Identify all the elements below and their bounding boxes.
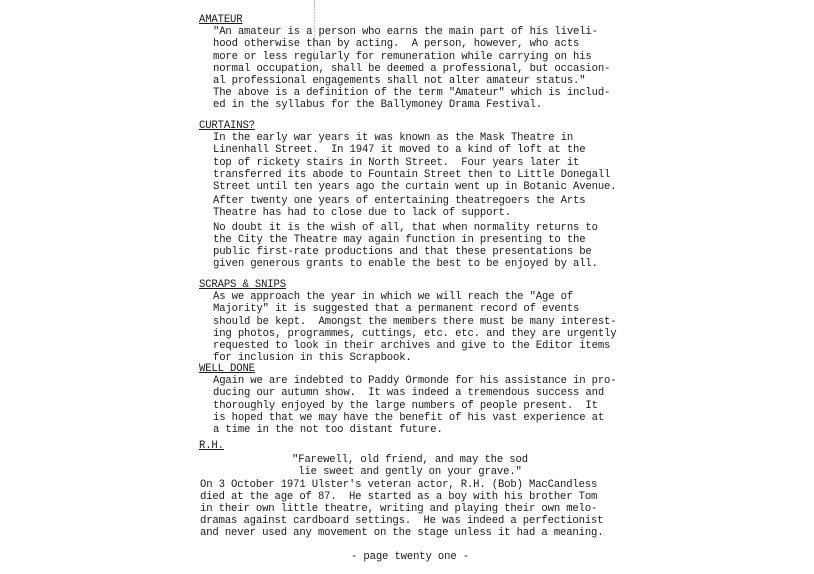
text-line: a time in the not too distant future. <box>213 424 443 437</box>
scraps-body <box>213 291 620 364</box>
heading-well-done: WELL DONE <box>199 363 255 375</box>
heading-curtains: CURTAINS? <box>199 120 255 132</box>
text-line: and never used any movement on the stage unless it had a meaning. <box>200 527 604 540</box>
text-line: normal occupation, shall be deemed a professional, but occasion- <box>213 62 611 75</box>
section-scraps <box>200 279 620 364</box>
text-line: After twenty one years of entertaining theatregoers the Arts <box>213 195 586 208</box>
text-line: requested to look in their archives and give to the Editor items <box>213 340 611 353</box>
section-rh <box>200 440 620 540</box>
text-line: transferred its abode to Fountain Street then to Little Donegall <box>213 168 611 181</box>
section-curtains <box>200 120 620 270</box>
text-line: In the early war years it was known as the Mask Theatre in <box>213 132 574 145</box>
amateur-body <box>213 26 620 111</box>
text-line: for inclusion in this Scrapbook. <box>213 352 412 365</box>
text-line: public first-rate productions and that these presentations be <box>213 246 592 259</box>
text-line: Linenhall Street. In 1947 it moved to a kind of loft at the <box>213 144 586 157</box>
quote-line: "Farewell, old friend, and may the sod <box>292 454 528 467</box>
text-line: given generous grants to enable the best to be enjoyed by all. <box>213 258 598 271</box>
heading-scraps: SCRAPS & SNIPS <box>199 279 286 291</box>
text-line: ed in the syllabus for the Ballymoney Drama Festival. <box>213 99 542 112</box>
text-line: dramas against cardboard settings. He was indeed a perfectionist <box>200 515 604 528</box>
text-line: top of rickety stairs in North Street. Four years later it <box>213 156 580 169</box>
text-line: more or less regularly for remuneration while carrying on his <box>213 50 592 63</box>
heading-amateur: AMATEUR <box>199 14 243 26</box>
text-line: No doubt it is the wish of all, that when normality returns to <box>213 221 598 234</box>
text-line: hood otherwise than by acting. A person, however, who acts <box>213 38 580 51</box>
text-line: Again we are indebted to Paddy Ormonde for his assistance in pro- <box>213 375 617 388</box>
curtains-body <box>213 132 620 270</box>
text-line: Street until ten years ago the curtain went up in Botanic Avenue. <box>213 181 617 194</box>
text-line: thoroughly enjoyed by the large numbers of people present. It <box>213 399 598 412</box>
text-line: Theatre has had to close due to lack of support. <box>213 207 511 220</box>
quote-line: lie sweet and gently on your grave." <box>298 466 522 479</box>
text-line: al professional engagements shall not alter amateur status." <box>213 75 586 88</box>
text-line: "An amateur is a person who earns the main part of his liveli- <box>213 26 598 39</box>
section-well-done <box>200 363 620 436</box>
rh-body <box>200 479 620 540</box>
page-number: - page twenty one - <box>351 551 469 563</box>
text-line: On 3 October 1971 Ulster's veteran actor, R.H. (Bob) MacCandless <box>200 478 598 491</box>
text-line: Majority" it is suggested that a permanent record of events <box>213 303 580 316</box>
text-line: should be kept. Amongst the members there must be many interest- <box>213 315 617 328</box>
section-amateur <box>200 14 620 112</box>
text-line: The above is a definition of the term "Amateur" which is includ- <box>213 87 611 100</box>
text-line: As we approach the year in which we will reach the "Age of <box>213 291 574 304</box>
text-line: died at the age of 87. He started as a boy with his brother Tom <box>200 490 598 503</box>
text-line: ing photos, programmes, cuttings, etc. etc. and they are urgently <box>213 327 617 340</box>
text-line: is hoped that we may have the benefit of his vast experience at <box>213 411 605 424</box>
well-done-body <box>213 375 620 436</box>
text-line: ducing our autumn show. It was indeed a tremendous success and <box>213 387 605 400</box>
text-line: the City the Theatre may again function in presenting to the <box>213 233 586 246</box>
text-line: in their own little theatre, writing and playing their own melo- <box>200 503 598 516</box>
heading-rh: R.H. <box>199 440 224 452</box>
